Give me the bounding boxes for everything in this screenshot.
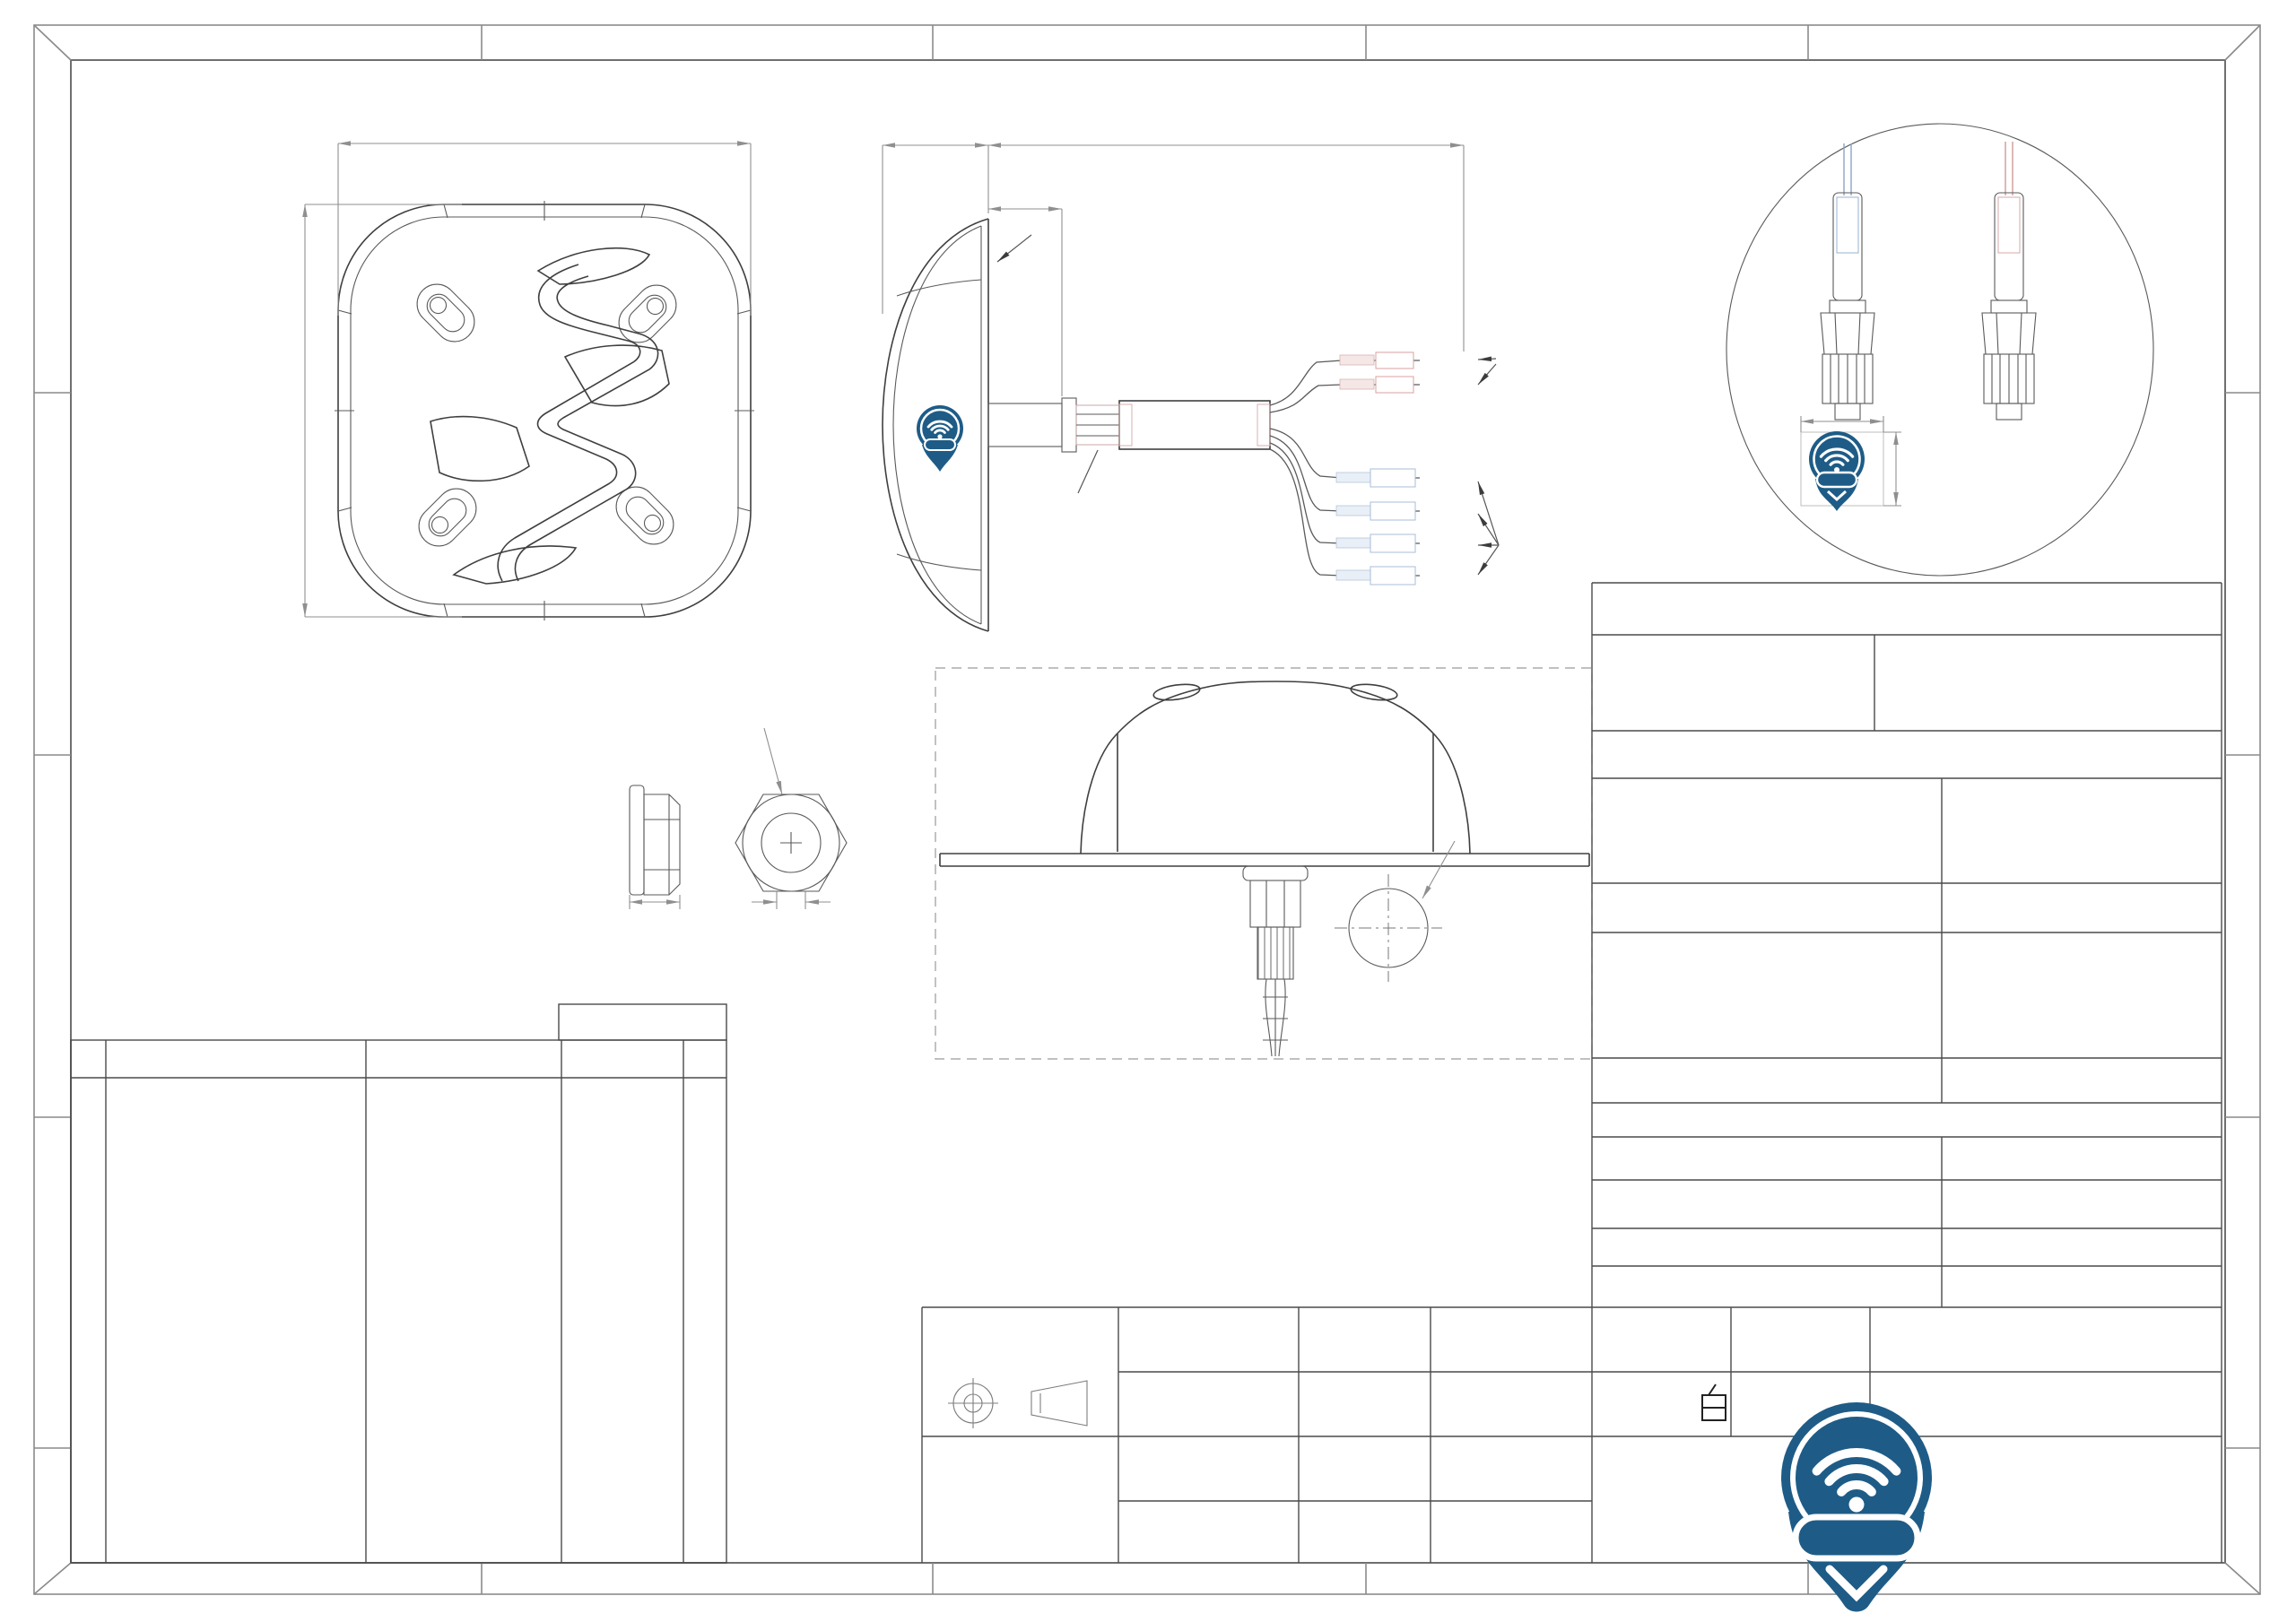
side-view [883,145,1499,631]
side-view-callouts [997,235,1499,575]
third-angle-symbol [948,1378,1087,1428]
screw-slot [411,481,484,554]
screw-slot [608,479,682,552]
s-pattern [430,248,669,584]
wifi-shrink-tag [1376,377,1413,393]
cell-shrink-tag [1370,469,1415,487]
cell-shrink-tag [1370,534,1415,552]
wifise-logo [1781,1402,1932,1612]
temp-value [0,0,59,7]
corner-segment-lines [335,201,754,620]
nut-detail [630,728,847,909]
top-view [305,143,754,620]
sma-detail-left [1821,143,1874,420]
finish-value-cjk-glyph [1702,1384,1726,1420]
screw-slot [409,276,483,350]
cell-shrink-tag [1370,502,1415,520]
sma-detail [1726,124,2153,576]
grid-ticks [34,25,2260,1594]
cell-shrink-tag [1370,567,1415,585]
assembly-view [935,668,1592,1059]
sheet-border [34,25,2260,1594]
body-logo [917,405,963,472]
sticker-detail [1801,416,1901,511]
wifi-shrink-tag [1376,352,1413,369]
sticker-logo [1809,431,1865,511]
bom-table [71,1004,726,1563]
sma-detail-right [1982,142,2036,420]
